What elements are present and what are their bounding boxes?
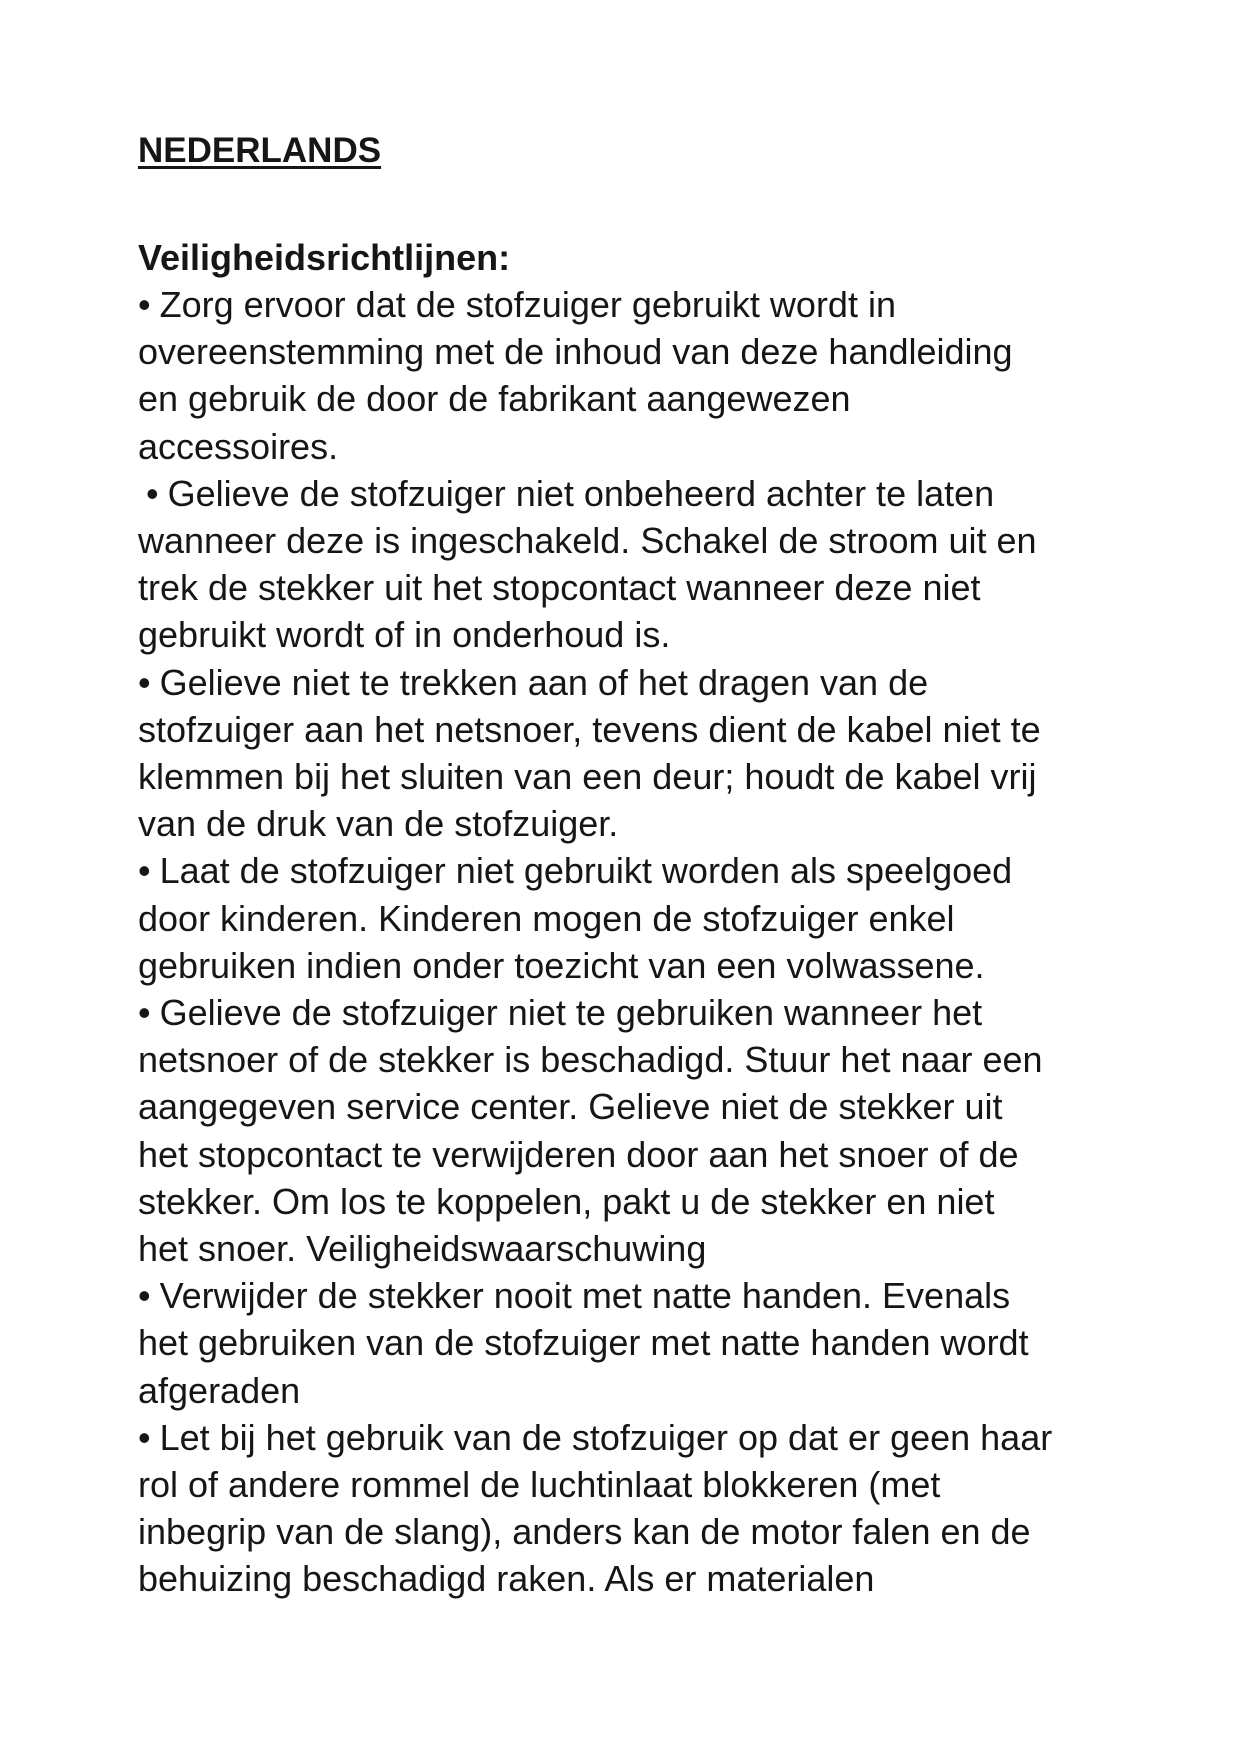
list-item [138,659,1138,848]
text-line: van de druk van de stofzuiger. [138,803,619,845]
text-line: door kinderen. Kinderen mogen de stofzuiger enkel [138,897,955,939]
bullet-icon: • [146,472,159,514]
text-line: het gebruiken van de stofzuiger met natte handen wordt [138,1322,1029,1364]
list-item [138,847,1138,989]
bullet-icon: • [138,1416,151,1458]
text-line [138,659,1138,706]
text-line: netsnoer of de stekker is beschadigd. Stuur het naar een [138,1039,1043,1081]
text-line: inbegrip van de slang), anders kan de motor falen en de [138,1511,1031,1553]
list-item [138,989,1138,1272]
text-line: accessoires. [138,425,339,467]
text-line: stofzuiger aan het netsnoer, tevens dient de kabel niet te [138,708,1041,750]
text-line: overeenstemming met de inhoud van deze handleiding [138,331,1013,373]
bullet-icon: • [138,850,151,892]
list-item [138,281,1138,470]
list-item [138,1414,1138,1603]
line-text: Verwijder de stekker nooit met natte handen. Evenals [159,1275,1011,1317]
line-text: Let bij het gebruik van de stofzuiger op dat er geen haar [159,1416,1053,1458]
bullet-icon: • [138,284,151,325]
text-line [138,1414,1138,1461]
text-line: gebruikt wordt of in onderhoud is. [138,614,671,656]
bullet-icon: • [138,661,151,703]
list-item [138,470,1138,659]
section-title: Veiligheidsrichtlijnen: [138,237,511,278]
text-line [138,847,1138,894]
list-item [138,1272,1138,1414]
line-text: Gelieve de stofzuiger niet onbeheerd achter te laten [167,472,995,514]
text-line: het snoer. Veiligheidswaarschuwing [138,1228,707,1270]
text-line [138,989,1138,1036]
text-line: gebruiken indien onder toezicht van een volwassene. [138,944,985,986]
bullet-icon: • [138,992,151,1034]
safety-guidelines-list [138,281,1138,1603]
text-line: aangegeven service center. Gelieve niet de stekker uit [138,1086,1003,1128]
line-text: Gelieve niet te trekken aan of het dragen van de [159,661,929,703]
line-text: Laat de stofzuiger niet gebruikt worden als speelgoed [159,850,1013,892]
text-line [138,281,1138,328]
text-line: trek de stekker uit het stopcontact wanneer deze niet [138,567,981,609]
text-line: wanneer deze is ingeschakeld. Schakel de stroom uit en [138,520,1037,562]
text-line: het stopcontact te verwijderen door aan het snoer of de [138,1133,1019,1175]
line-text: Zorg ervoor dat de stofzuiger gebruikt wordt in [159,284,896,325]
text-line: rol of andere rommel de luchtinlaat blokkeren (met [138,1464,941,1506]
text-line: afgeraden [138,1369,301,1411]
line-text: Gelieve de stofzuiger niet te gebruiken wanneer het [159,992,983,1034]
text-line: stekker. Om los te koppelen, pakt u de stekker en niet [138,1180,995,1222]
document-page [138,127,1138,1603]
text-line: en gebruik de door de fabrikant aangewezen [138,378,851,420]
text-line [138,1272,1138,1319]
text-line: behuizing beschadigd raken. Als er materialen [138,1558,875,1600]
text-line: klemmen bij het sluiten van een deur; houdt de kabel vrij [138,756,1037,798]
language-heading: NEDERLANDS [138,131,382,170]
bullet-icon: • [138,1275,151,1317]
text-line [138,470,1138,517]
